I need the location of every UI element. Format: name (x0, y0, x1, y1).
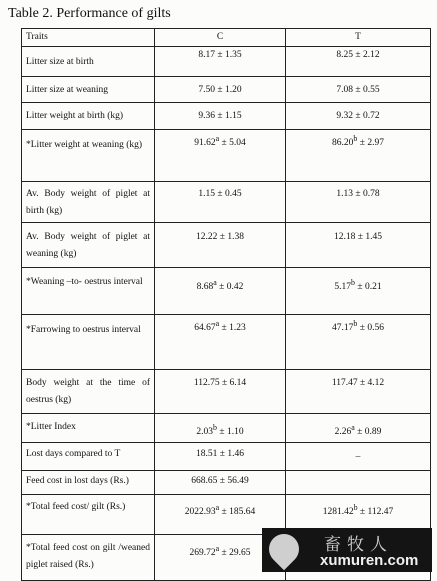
table-row (22, 130, 431, 182)
c-cell: 8.17 ± 1.35 (155, 47, 286, 77)
superscript: a (351, 423, 355, 432)
header-row (22, 29, 431, 47)
c-cell: 12.22 ± 1.38 (155, 223, 286, 268)
c-cell: 112.75 ± 6.14 (155, 370, 286, 414)
watermark (262, 528, 432, 572)
superscript: b (353, 319, 358, 328)
t-cell (286, 315, 431, 370)
sd: ± 2.97 (357, 138, 384, 149)
trait-cell: Litter weight at birth (kg) (22, 103, 155, 130)
trait-cell: *Weaning –to- oestrus interval (22, 268, 155, 315)
table-row (22, 443, 431, 471)
c-cell: 1.15 ± 0.45 (155, 182, 286, 223)
t-cell (286, 471, 431, 495)
sd: ± 1.23 (219, 323, 246, 334)
value: 1281.42 (322, 507, 354, 518)
table-row (22, 370, 431, 414)
table-row (22, 77, 431, 103)
table-row (22, 268, 431, 315)
trait-cell: *Farrowing to oestrus interval (22, 315, 155, 370)
trait-cell: Litter size at weaning (22, 77, 155, 103)
sd: ± 29.65 (219, 548, 251, 559)
c-cell (155, 315, 286, 370)
c-cell (155, 130, 286, 182)
superscript: a (215, 503, 220, 512)
trait-cell: Litter size at birth (22, 47, 155, 77)
sd: ± 0.42 (216, 282, 244, 293)
t-cell (286, 414, 431, 443)
superscript: a (213, 278, 217, 287)
table-caption: Table 2. Performance of gilts (8, 6, 171, 21)
superscript: a (215, 544, 220, 553)
header-traits: Traits (22, 29, 155, 47)
table-row (22, 47, 431, 77)
t-cell: 117.47 ± 4.12 (286, 370, 431, 414)
sd: ± 185.64 (219, 507, 256, 518)
trait-cell: *Total feed cost on gilt /weaned piglet raised (Rs.) (22, 535, 155, 581)
c-cell: 18.51 ± 1.46 (155, 443, 286, 471)
sd: ± 0.89 (354, 427, 382, 438)
superscript: a (215, 134, 220, 143)
c-cell: 668.65 ± 56.49 (155, 471, 286, 495)
header-t: T (286, 29, 431, 47)
value: 8.68 (196, 282, 214, 293)
value: 2.03 (196, 427, 214, 438)
table-row (22, 223, 431, 268)
trait-cell: Feed cost in lost days (Rs.) (22, 471, 155, 495)
value: 64.67 (194, 323, 216, 334)
trait-cell: *Total feed cost/ gilt (Rs.) (22, 495, 155, 535)
t-cell: _ (286, 443, 431, 471)
superscript: b (351, 278, 355, 287)
watermark-logo-icon (263, 528, 305, 570)
superscript: b (213, 423, 217, 432)
value: 5.17 (334, 282, 352, 293)
superscript: a (215, 319, 220, 328)
superscript: b (353, 503, 358, 512)
sd: ± 1.10 (216, 427, 244, 438)
table-row (22, 103, 431, 130)
t-cell (286, 268, 431, 315)
value: 91.62 (194, 138, 216, 149)
superscript: b (353, 134, 358, 143)
watermark-chinese: 畜牧人 (324, 535, 393, 555)
sd: ± 0.56 (357, 323, 384, 334)
table-row (22, 471, 431, 495)
performance-table (21, 28, 431, 581)
t-cell: 12.18 ± 1.45 (286, 223, 431, 268)
table-row (22, 182, 431, 223)
header-c: C (155, 29, 286, 47)
trait-cell: Body weight at the time of oestrus (kg) (22, 370, 155, 414)
sd: ± 112.47 (357, 507, 394, 518)
t-cell: 7.08 ± 0.55 (286, 77, 431, 103)
value: 86.20 (332, 138, 354, 149)
table-row (22, 414, 431, 443)
trait-cell: *Litter Index (22, 414, 155, 443)
c-cell (155, 414, 286, 443)
value: 47.17 (332, 323, 354, 334)
t-cell (286, 130, 431, 182)
t-cell: 8.25 ± 2.12 (286, 47, 431, 77)
sd: ± 5.04 (219, 138, 246, 149)
c-cell (155, 268, 286, 315)
sd: ± 0.21 (354, 282, 382, 293)
value: 2022.93 (184, 507, 216, 518)
t-cell: 9.32 ± 0.72 (286, 103, 431, 130)
t-cell: 1.13 ± 0.78 (286, 182, 431, 223)
table-row (22, 315, 431, 370)
trait-cell: Av. Body weight of piglet at birth (kg) (22, 182, 155, 223)
c-cell: 7.50 ± 1.20 (155, 77, 286, 103)
trait-cell: *Litter weight at weaning (kg) (22, 130, 155, 182)
value: 269.72 (189, 548, 216, 559)
trait-cell: Lost days compared to T (22, 443, 155, 471)
c-cell: 9.36 ± 1.15 (155, 103, 286, 130)
watermark-url: xumuren.com (320, 552, 419, 569)
trait-cell: Av. Body weight of piglet at weaning (kg) (22, 223, 155, 268)
value: 2.26 (334, 427, 352, 438)
